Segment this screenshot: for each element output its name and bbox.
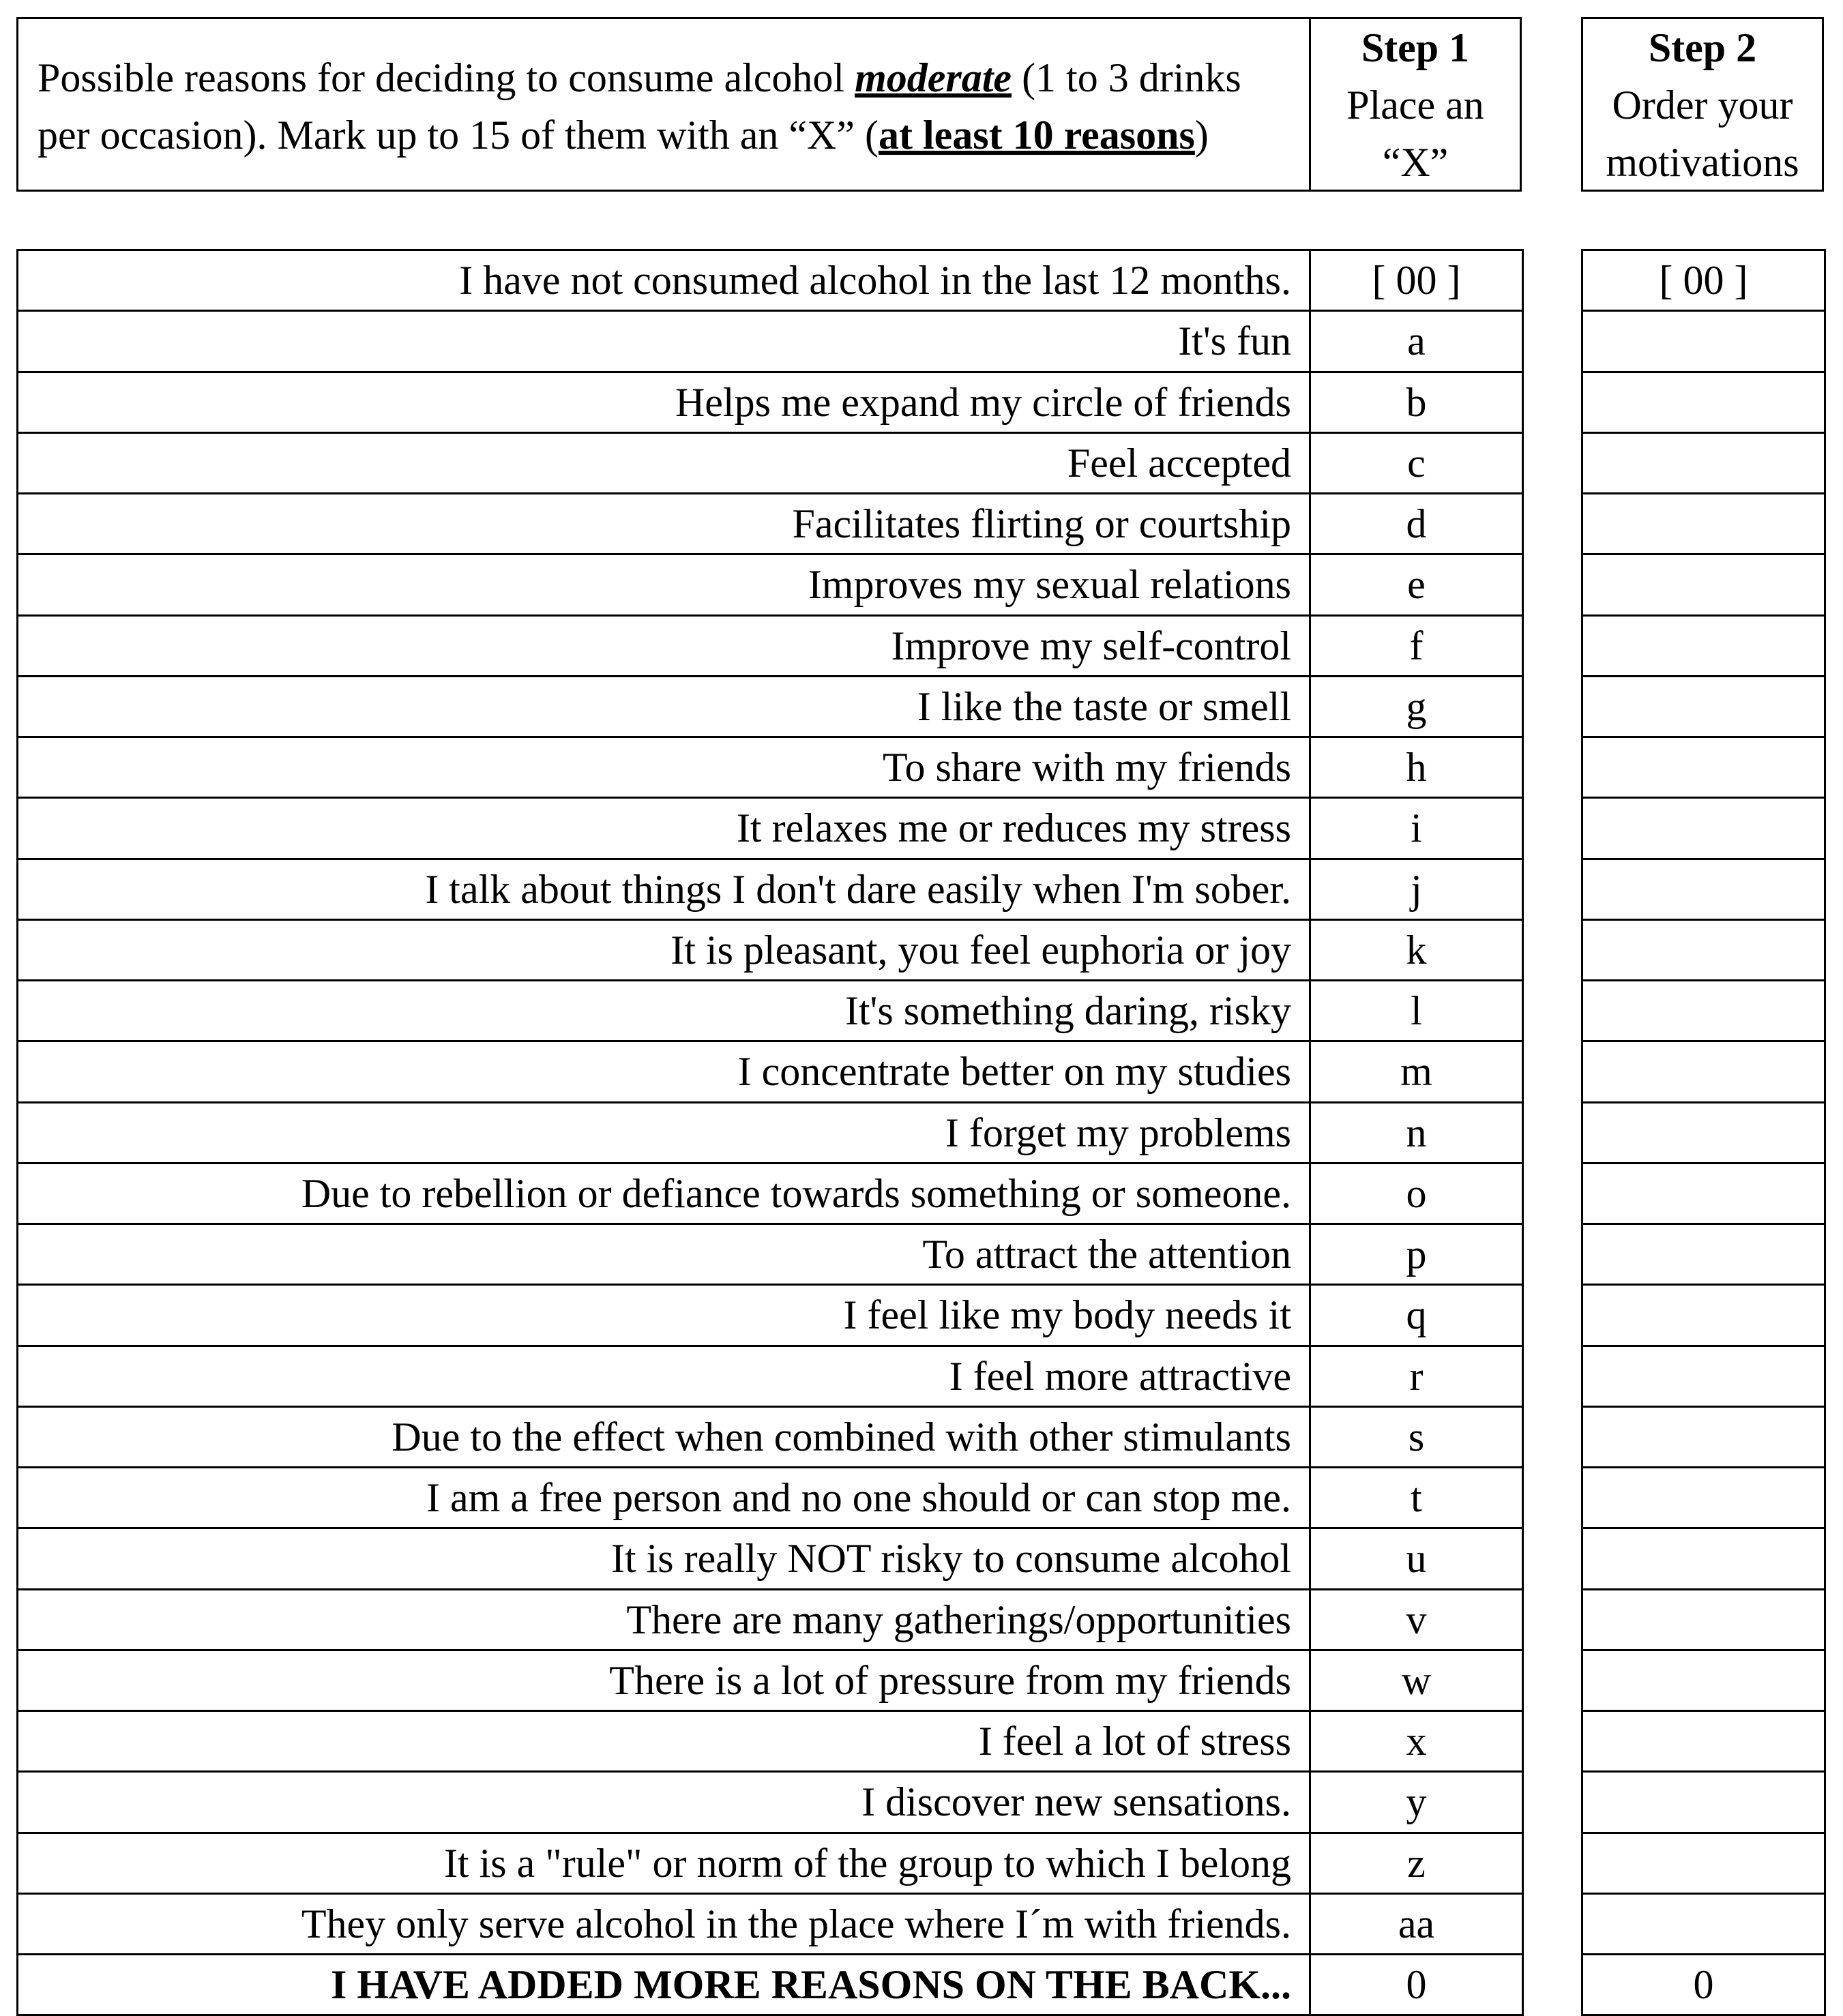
reason-label: To attract the attention: [18, 1224, 1310, 1285]
order-row: [1582, 1224, 1825, 1285]
reason-label: They only serve alcohol in the place where I´m with friends.: [18, 1893, 1310, 1954]
order-row: [1582, 919, 1825, 980]
reason-label: Facilitates flirting or courtship: [18, 494, 1310, 554]
reason-label: It is pleasant, you feel euphoria or joy: [18, 919, 1310, 980]
step2-order-cell[interactable]: [1582, 1650, 1825, 1710]
step1-mark-cell[interactable]: o: [1310, 1163, 1523, 1224]
reason-row: [18, 859, 1523, 919]
step2-header: [1581, 19, 1824, 191]
step2-order-cell[interactable]: [1582, 1224, 1825, 1285]
order-row: [1582, 1102, 1825, 1163]
step1-mark-cell[interactable]: f: [1310, 615, 1523, 676]
reason-row: [18, 554, 1523, 615]
reason-row: [18, 1285, 1523, 1346]
step1-mark-cell[interactable]: p: [1310, 1224, 1523, 1285]
step1-line2: “X”: [1382, 140, 1449, 185]
step1-mark-cell[interactable]: u: [1310, 1528, 1523, 1589]
step2-order-cell[interactable]: [1582, 859, 1825, 919]
order-row: [1582, 676, 1825, 737]
step2-order-cell[interactable]: [1582, 1285, 1825, 1346]
reason-label: I discover new sensations.: [18, 1772, 1310, 1833]
step2-order-cell[interactable]: [1582, 311, 1825, 372]
step2-order-cell[interactable]: [1582, 1102, 1825, 1163]
step1-mark-cell[interactable]: j: [1310, 859, 1523, 919]
reason-label: Improve my self-control: [18, 615, 1310, 676]
order-row: [1582, 1650, 1825, 1710]
step1-mark-cell[interactable]: t: [1310, 1468, 1523, 1528]
reason-label: I have not consumed alcohol in the last 12 months.: [18, 250, 1310, 311]
reason-label: I forget my problems: [18, 1102, 1310, 1163]
order-row: [1582, 1833, 1825, 1893]
reason-label: I HAVE ADDED MORE REASONS ON THE BACK...: [18, 1955, 1310, 2015]
order-row: [1582, 798, 1825, 859]
step2-order-cell[interactable]: [1582, 1528, 1825, 1589]
reason-row: [18, 1772, 1523, 1833]
step2-line1: Order your: [1612, 83, 1793, 128]
step2-order-cell[interactable]: [1582, 1468, 1825, 1528]
reason-row: [18, 981, 1523, 1041]
step1-mark-cell[interactable]: i: [1310, 798, 1523, 859]
step2-order-cell[interactable]: [1582, 1589, 1825, 1650]
order-row: [1582, 1711, 1825, 1772]
step2-line2: motivations: [1606, 140, 1799, 185]
step1-mark-cell[interactable]: l: [1310, 981, 1523, 1041]
reason-label: It relaxes me or reduces my stress: [18, 798, 1310, 859]
order-row: [1582, 494, 1825, 554]
reason-label: To share with my friends: [18, 737, 1310, 798]
step1-mark-cell[interactable]: z: [1310, 1833, 1523, 1893]
reason-row: [18, 919, 1523, 980]
reason-label: I feel like my body needs it: [18, 1285, 1310, 1346]
step1-mark-cell[interactable]: h: [1310, 737, 1523, 798]
reason-row: [18, 1041, 1523, 1102]
step1-mark-cell[interactable]: aa: [1310, 1893, 1523, 1954]
order-row: [1582, 1528, 1825, 1589]
reason-label: I feel a lot of stress: [18, 1711, 1310, 1772]
step1-title: Step 1: [1361, 25, 1470, 70]
step1-mark-cell[interactable]: v: [1310, 1589, 1523, 1650]
reason-row: [18, 1833, 1523, 1893]
reason-row: [18, 1711, 1523, 1772]
minimum-reasons: at least 10 reasons: [878, 113, 1195, 158]
step2-order-cell[interactable]: [1582, 798, 1825, 859]
reason-row: [18, 1893, 1523, 1954]
step1-mark-cell[interactable]: s: [1310, 1406, 1523, 1467]
step1-mark-cell[interactable]: r: [1310, 1346, 1523, 1406]
reason-row: [18, 615, 1523, 676]
step1-mark-cell[interactable]: b: [1310, 372, 1523, 432]
step1-mark-cell[interactable]: y: [1310, 1772, 1523, 1833]
reason-row: [18, 1468, 1523, 1528]
reason-label: Improves my sexual relations: [18, 554, 1310, 615]
step2-order-cell[interactable]: [ 00 ]: [1582, 250, 1825, 311]
step2-order-cell[interactable]: [1582, 1772, 1825, 1833]
reason-label: There is a lot of pressure from my friends: [18, 1650, 1310, 1710]
order-row: [1582, 981, 1825, 1041]
step1-mark-cell[interactable]: 0: [1310, 1955, 1523, 2015]
order-row: [1582, 859, 1825, 919]
order-row: [1582, 1955, 1825, 2015]
order-row: [1582, 432, 1825, 493]
order-row: [1582, 1468, 1825, 1528]
step2-order-cell[interactable]: [1582, 919, 1825, 980]
reason-label: Due to the effect when combined with other stimulants: [18, 1406, 1310, 1467]
step2-order-cell[interactable]: [1582, 372, 1825, 432]
instructions-text: Possible reasons for deciding to consume alcohol moderate (1 to 3 drinks per occasion). Mark up to 15 of them with an “X” (at least 10 reasons): [38, 55, 1241, 158]
step1-header: [1309, 19, 1522, 191]
step2-order-cell[interactable]: [1582, 1406, 1825, 1467]
reason-label: It is really NOT risky to consume alcohol: [18, 1528, 1310, 1589]
reason-row: [18, 1589, 1523, 1650]
reason-row: [18, 1346, 1523, 1406]
step2-order-cell[interactable]: [1582, 1041, 1825, 1102]
reason-label: I like the taste or smell: [18, 676, 1310, 737]
step2-title: Step 2: [1648, 25, 1757, 70]
order-row: [1582, 1893, 1825, 1954]
order-row: [1582, 1589, 1825, 1650]
step2-order-cell[interactable]: [1582, 494, 1825, 554]
reason-row: [18, 250, 1523, 311]
order-row: [1582, 554, 1825, 615]
step1-mark-cell[interactable]: e: [1310, 554, 1523, 615]
moderate-emphasis: moderate: [855, 55, 1012, 100]
step2-order-cell[interactable]: [1582, 981, 1825, 1041]
step1-mark-cell[interactable]: q: [1310, 1285, 1523, 1346]
step2-order-cell[interactable]: [1582, 615, 1825, 676]
step1-mark-cell[interactable]: m: [1310, 1041, 1523, 1102]
reason-label: There are many gatherings/opportunities: [18, 1589, 1310, 1650]
step1-mark-cell[interactable]: [ 00 ]: [1310, 250, 1523, 311]
order-row: [1582, 1041, 1825, 1102]
step2-order-cell[interactable]: [1582, 676, 1825, 737]
step1-mark-cell[interactable]: a: [1310, 311, 1523, 372]
reason-label: It's something daring, risky: [18, 981, 1310, 1041]
step1-line1: Place an: [1346, 83, 1484, 128]
reason-row: [18, 1955, 1523, 2015]
reason-label: It is a "rule" or norm of the group to which I belong: [18, 1833, 1310, 1893]
step2-order-cell[interactable]: 0: [1582, 1955, 1825, 2015]
step2-order-cell[interactable]: [1582, 1711, 1825, 1772]
step2-order-cell[interactable]: [1582, 432, 1825, 493]
reason-label: I talk about things I don't dare easily when I'm sober.: [18, 859, 1310, 919]
order-row: [1582, 737, 1825, 798]
step2-order-cell[interactable]: [1582, 554, 1825, 615]
step1-mark-cell[interactable]: g: [1310, 676, 1523, 737]
reason-label: Due to rebellion or defiance towards something or someone.: [18, 1163, 1310, 1224]
reason-row: [18, 1406, 1523, 1467]
reason-row: [18, 1224, 1523, 1285]
reason-label: I feel more attractive: [18, 1346, 1310, 1406]
reason-row: [18, 494, 1523, 554]
reason-row: [18, 1163, 1523, 1224]
reason-label: It's fun: [18, 311, 1310, 372]
order-row: [1582, 1163, 1825, 1224]
step1-mark-cell[interactable]: x: [1310, 1711, 1523, 1772]
step2-order-cell[interactable]: [1582, 737, 1825, 798]
reason-row: [18, 311, 1523, 372]
order-row: [1582, 372, 1825, 432]
reason-row: [18, 798, 1523, 859]
reason-row: [18, 676, 1523, 737]
step2-order-cell[interactable]: [1582, 1346, 1825, 1406]
step1-mark-cell[interactable]: w: [1310, 1650, 1523, 1710]
step1-mark-cell[interactable]: k: [1310, 919, 1523, 980]
reason-row: [18, 1102, 1523, 1163]
order-row: [1582, 1406, 1825, 1467]
reason-label: I am a free person and no one should or can stop me.: [18, 1468, 1310, 1528]
step1-mark-cell[interactable]: d: [1310, 494, 1523, 554]
reasons-table: [16, 249, 1524, 2016]
step1-mark-cell[interactable]: n: [1310, 1102, 1523, 1163]
order-row: [1582, 615, 1825, 676]
order-row: [1582, 311, 1825, 372]
reason-label: I concentrate better on my studies: [18, 1041, 1310, 1102]
order-row: [1582, 1346, 1825, 1406]
reason-row: [18, 432, 1523, 493]
reason-row: [18, 1650, 1523, 1710]
order-row: [1582, 1285, 1825, 1346]
order-row: [1582, 1772, 1825, 1833]
reason-row: [18, 372, 1523, 432]
reason-row: [18, 1528, 1523, 1589]
order-row: [1582, 250, 1825, 311]
step1-mark-cell[interactable]: c: [1310, 432, 1523, 493]
reason-row: [18, 737, 1523, 798]
reason-label: Feel accepted: [18, 432, 1310, 493]
step2-order-cell[interactable]: [1582, 1833, 1825, 1893]
step2-order-cell[interactable]: [1582, 1893, 1825, 1954]
order-table: [1581, 249, 1826, 2016]
step2-order-cell[interactable]: [1582, 1163, 1825, 1224]
reason-label: Helps me expand my circle of friends: [18, 372, 1310, 432]
